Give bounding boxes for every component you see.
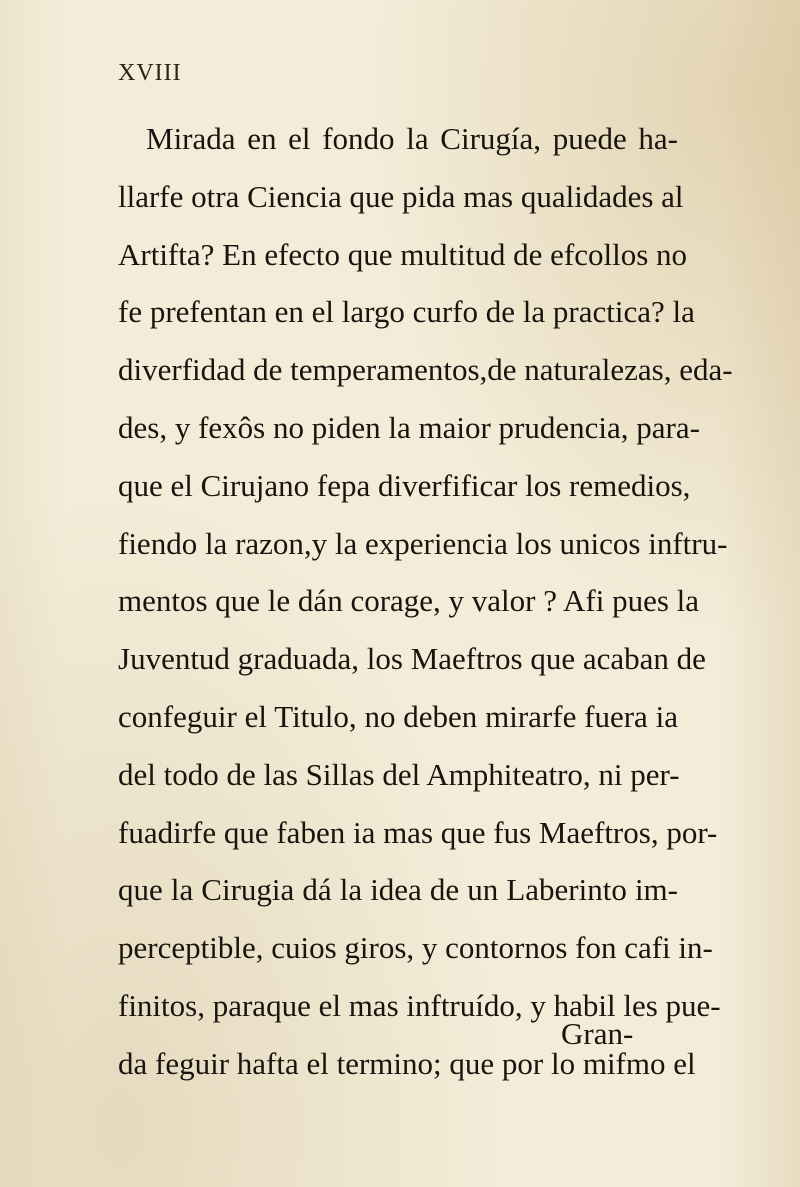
text-line: Artifta? En efecto que multitud de efcollos no [118, 236, 688, 272]
text-line: confeguir el Titulo, no deben mirarfe fuera ia [118, 698, 678, 734]
body-text [118, 110, 733, 1093]
page-number: XVIII [118, 60, 182, 86]
text-line: del todo de las Sillas del Amphiteatro, ni per- [118, 756, 680, 792]
text-line: Juventud graduada, los Maeftros que acaban de [118, 641, 706, 677]
text-line: perceptible, cuios giros, y contornos fon cafi in- [118, 930, 713, 966]
text-line: da feguir hafta el termino; que por lo mifmo el [118, 1045, 696, 1081]
text-line: fiendo la razon,y la experiencia los unicos inftru- [118, 525, 728, 561]
text-line: finitos, paraque el mas inftruído, y habil les pue- [118, 987, 721, 1023]
text-line: fe prefentan en el largo curfo de la practica? la [118, 294, 695, 330]
catchword: Gran- [561, 1016, 634, 1051]
text-line: mentos que le dán corage, y valor ? Afi pues la [118, 583, 700, 619]
text-line: que el Cirujano fepa diverfificar los remedios, [118, 467, 691, 503]
text-line: des, y fexôs no piden la maior prudencia, para- [118, 409, 700, 445]
text-line: Mirada en el fondo la Cirugía, puede ha- [146, 121, 678, 156]
text-line: fuadirfe que faben ia mas que fus Maeftros, por- [118, 814, 718, 850]
text-line: que la Cirugia dá la idea de un Laberinto im- [118, 872, 678, 908]
text-line: llarfe otra Ciencia que pida mas qualidades al [118, 178, 684, 214]
text-line: diverfidad de temperamentos,de naturalezas, eda- [118, 352, 733, 388]
